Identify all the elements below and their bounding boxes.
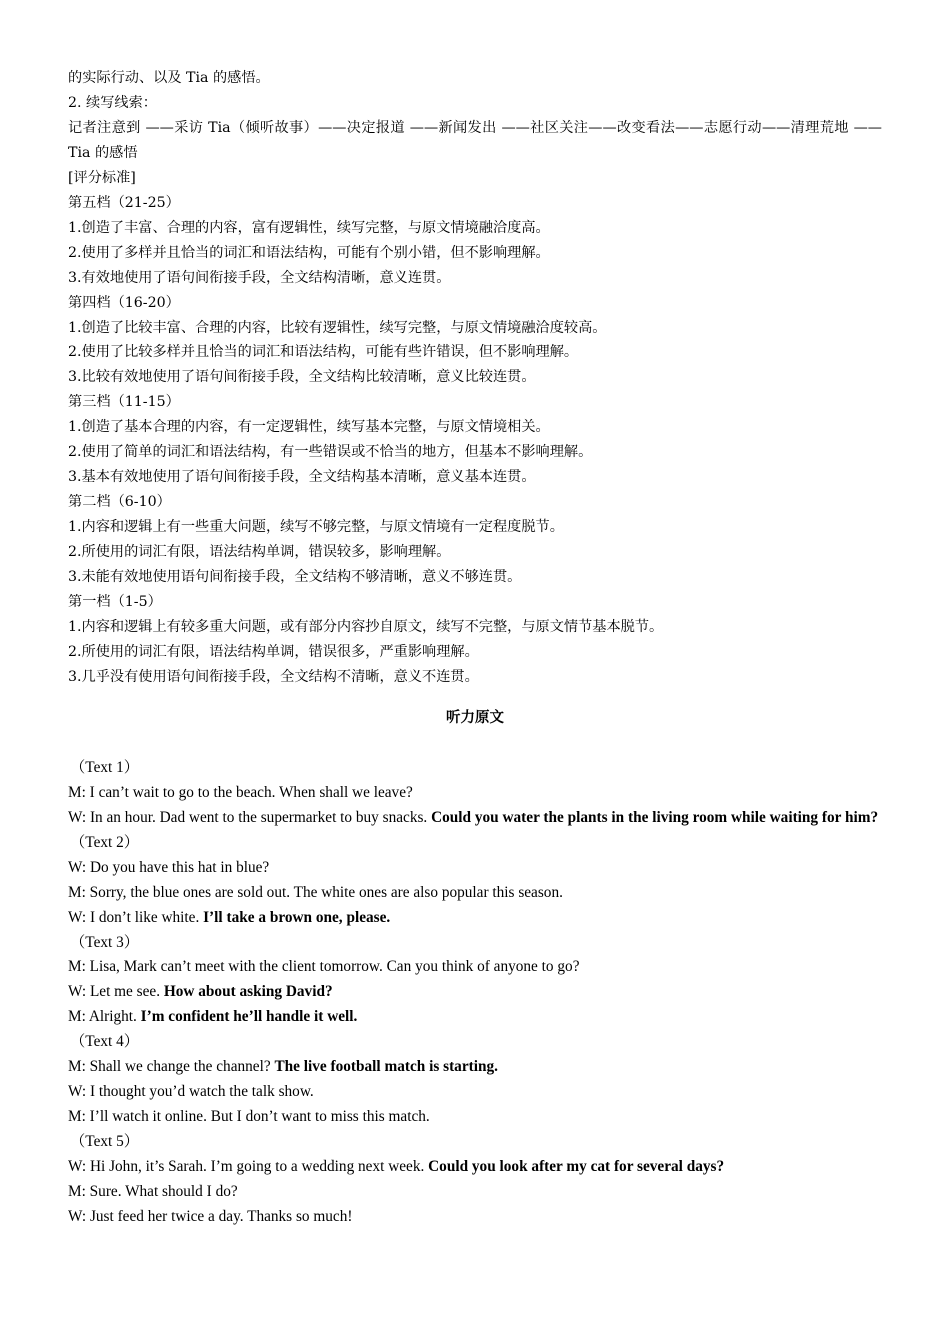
listening-text-4 xyxy=(68,1030,882,1130)
text-label: （Text 2） xyxy=(70,833,140,851)
dialogue-line: M: Alright. I’m confident he’ll handle it well. xyxy=(68,1008,358,1026)
dialogue-line: W: Just feed her twice a day. Thanks so much! xyxy=(68,1207,353,1225)
rubric-intro-tail: 的实际行动、以及 Tia 的感悟。 xyxy=(68,70,270,86)
level-1 xyxy=(68,590,882,690)
listening-text-3 xyxy=(68,931,882,1031)
text-label: （Text 3） xyxy=(70,933,140,951)
dialogue-line: W: Hi John, it’s Sarah. I’m going to a wedding next week. Could you look after my cat for several days? xyxy=(68,1158,725,1176)
dialogue-line: M: Lisa, Mark can’t meet with the client tomorrow. Can you think of anyone to go? xyxy=(68,958,580,976)
dialogue-line: W: Do you have this hat in blue? xyxy=(68,858,270,876)
dialogue-line: W: I don’t like white. I’ll take a brown one, please. xyxy=(68,908,391,926)
level-item: 1.创造了比较丰富、合理的内容，比较有逻辑性，续写完整，与原文情境融洽度较高。 xyxy=(68,319,607,336)
level-title: 第五档（21-25） xyxy=(68,194,180,211)
level-title: 第三档（11-15） xyxy=(68,394,180,411)
dialogue-line: M: Shall we change the channel? The live football match is starting. xyxy=(68,1058,498,1076)
level-item: 3.几乎没有使用语句间衔接手段，全文结构不清晰，意义不连贯。 xyxy=(68,668,479,685)
level-title: 第一档（1-5） xyxy=(68,594,162,611)
level-item: 2.所使用的词汇有限，语法结构单调，错误很多，严重影响理解。 xyxy=(68,643,479,660)
listening-title: 听力原文 xyxy=(446,709,504,726)
clue-heading: 2. 续写线索： xyxy=(68,94,157,111)
level-item: 3.基本有效地使用了语句间衔接手段，全文结构基本清晰，意义基本连贯。 xyxy=(68,469,536,486)
text-label: （Text 4） xyxy=(70,1033,140,1051)
level-item: 2.所使用的词汇有限，语法结构单调，错误较多，影响理解。 xyxy=(68,544,451,561)
scoring-standard-heading: [评分标准] xyxy=(68,169,136,186)
level-item: 3.有效地使用了语句间衔接手段，全文结构清晰，意义连贯。 xyxy=(68,269,451,286)
listening-text-5 xyxy=(68,1130,882,1230)
dialogue-line: M: Sure. What should I do? xyxy=(68,1183,238,1201)
listening-text-2 xyxy=(68,831,882,931)
level-item: 3.未能有效地使用语句间衔接手段，全文结构不够清晰，意义不够连贯。 xyxy=(68,569,522,586)
level-item: 2.使用了多样并且恰当的词汇和语法结构，可能有个别小错，但不影响理解。 xyxy=(68,244,550,261)
level-item: 1.内容和逻辑上有一些重大问题，续写不够完整，与原文情境有一定程度脱节。 xyxy=(68,519,564,536)
dialogue-line: M: I’ll watch it online. But I don’t want to miss this match. xyxy=(68,1108,430,1126)
level-title: 第二档（6-10） xyxy=(68,494,171,511)
level-item: 2.使用了简单的词汇和语法结构，有一些错误或不恰当的地方，但基本不影响理解。 xyxy=(68,444,593,461)
text-label: （Text 5） xyxy=(70,1133,140,1151)
dialogue-line: M: I can’t wait to go to the beach. When shall we leave? xyxy=(68,783,413,801)
level-item: 2.使用了比较多样并且恰当的词汇和语法结构，可能有些许错误，但不影响理解。 xyxy=(68,344,579,361)
level-3 xyxy=(68,390,882,490)
level-item: 1.创造了基本合理的内容，有一定逻辑性，续写基本完整，与原文情境相关。 xyxy=(68,419,550,436)
level-4 xyxy=(68,291,882,391)
level-item: 1.内容和逻辑上有较多重大问题，或有部分内容抄自原文，续写不完整，与原文情节基本脱节。 xyxy=(68,618,664,635)
text-label: （Text 1） xyxy=(70,758,140,776)
listening-text-1 xyxy=(68,756,882,831)
dialogue-line: W: Let me see. How about asking David? xyxy=(68,983,333,1001)
dialogue-line: W: In an hour. Dad went to the supermarket to buy snacks. Could you water the plants in the living room while waiting for him? xyxy=(68,808,879,826)
level-item: 1.创造了丰富、合理的内容，富有逻辑性，续写完整，与原文情境融洽度高。 xyxy=(68,219,550,236)
level-title: 第四档（16-20） xyxy=(68,294,180,311)
dialogue-line: M: Sorry, the blue ones are sold out. The white ones are also popular this season. xyxy=(68,883,563,901)
level-2 xyxy=(68,490,882,590)
document-page xyxy=(68,66,882,1230)
level-item: 3.比较有效地使用了语句间衔接手段，全文结构比较清晰，意义比较连贯。 xyxy=(68,369,536,386)
level-5 xyxy=(68,191,882,291)
clue-text: 记者注意到 ——采访 Tia（倾听故事）——决定报道 ——新闻发出 ——社区关注——改变看法——志愿行动——清理荒地 ——Tia 的感悟 xyxy=(68,119,882,161)
dialogue-line: W: I thought you’d watch the talk show. xyxy=(68,1083,314,1101)
